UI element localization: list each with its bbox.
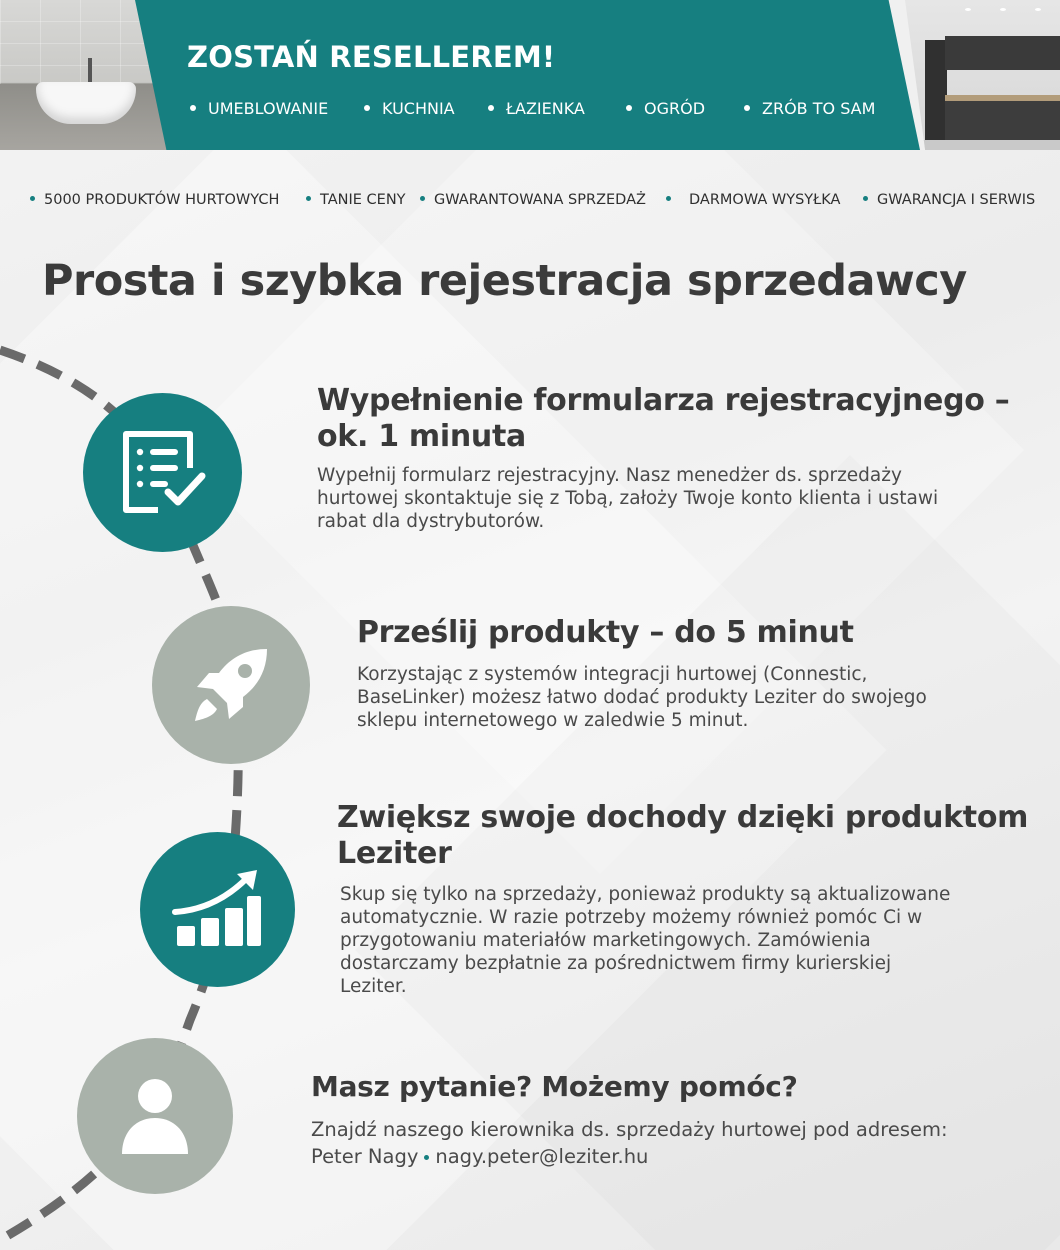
step2-description <box>357 663 927 732</box>
step1-title <box>317 383 1009 455</box>
step2-title <box>357 615 854 651</box>
feature-label: GWARANTOWANA SPRZEDAŻ <box>434 192 646 208</box>
contact-email-link[interactable]: nagy.peter@leziter.hu <box>435 1145 649 1168</box>
nav-item-label: ŁAZIENKA <box>506 99 585 118</box>
step4-title <box>311 1069 798 1105</box>
step3-desc-line: dostarczamy bezpłatnie za pośrednictwem firmy kurierskiej <box>340 953 892 974</box>
step3-title-line: Zwiększ swoje dochody dzięki produktom <box>337 800 1029 835</box>
step2-desc-line: Korzystając z systemów integracji hurtowej (Connestic, <box>357 664 868 685</box>
nav-item-label: KUCHNIA <box>382 99 455 118</box>
step1-desc-line: Wypełnij formularz rejestracyjny. Nasz menedżer ds. sprzedaży <box>317 465 902 486</box>
nav-item-label: OGRÓD <box>644 99 706 118</box>
step4-description: Znajdź naszego kierownika ds. sprzedaży hurtowej pod adresem: <box>311 1118 948 1141</box>
step3-desc-line: automatycznie. W razie potrzeby możemy również pomóc Ci w <box>340 907 923 928</box>
step1-desc-line: rabat dla dystrybutorów. <box>317 511 545 532</box>
feature-label: TANIE CENY <box>320 192 406 208</box>
checklist-form-icon <box>118 428 208 518</box>
step4-circle <box>77 1038 233 1194</box>
step3-desc-line: przygotowaniu materiałów marketingowych. Zamówienia <box>340 930 871 951</box>
step3-circle <box>140 832 295 987</box>
growth-chart-icon <box>171 868 265 952</box>
page-title: Prosta i szybka rejestracja sprzedawcy <box>42 256 967 306</box>
contact-info <box>311 1145 648 1168</box>
step1-desc-line: hurtowej skontaktuje się z Tobą, założy Twoje konto klienta i ustawi <box>317 488 939 509</box>
feature-label: 5000 PRODUKTÓW HURTOWYCH <box>44 192 280 208</box>
step2-title-line: Prześlij produkty – do 5 minut <box>357 615 854 650</box>
step1-title-line: ok. 1 minuta <box>317 419 526 454</box>
step4-title-line: Masz pytanie? Możemy pomóc? <box>311 1070 798 1103</box>
feature-label: DARMOWA WYSYŁKA <box>689 192 841 208</box>
step3-description <box>340 883 950 998</box>
step1-circle <box>83 393 242 552</box>
feature-label: GWARANCJA I SERWIS <box>877 192 1036 208</box>
bullet-icon <box>424 1155 429 1160</box>
rocket-icon <box>189 643 273 727</box>
step3-desc-line: Skup się tylko na sprzedaży, ponieważ produkty są aktualizowane <box>340 884 951 905</box>
step2-circle <box>152 606 310 764</box>
contact-name: Peter Nagy <box>311 1145 419 1168</box>
step1-title-line: Wypełnienie formularza rejestracyjnego – <box>317 383 1010 418</box>
step2-desc-line: BaseLinker) możesz łatwo dodać produkty Leziter do swojego <box>357 687 927 708</box>
step3-desc-line: Leziter. <box>340 976 407 997</box>
user-icon <box>120 1076 190 1156</box>
nav-item-label: UMEBLOWANIE <box>208 99 329 118</box>
step3-title-line: Leziter <box>337 836 452 871</box>
step2-desc-line: sklepu internetowego w zaledwie 5 minut. <box>357 710 749 731</box>
step1-description <box>317 464 938 533</box>
nav-item-label: ZRÓB TO SAM <box>762 99 876 118</box>
banner-title: ZOSTAŃ RESELLEREM! <box>187 40 556 74</box>
step3-title <box>337 800 1028 872</box>
